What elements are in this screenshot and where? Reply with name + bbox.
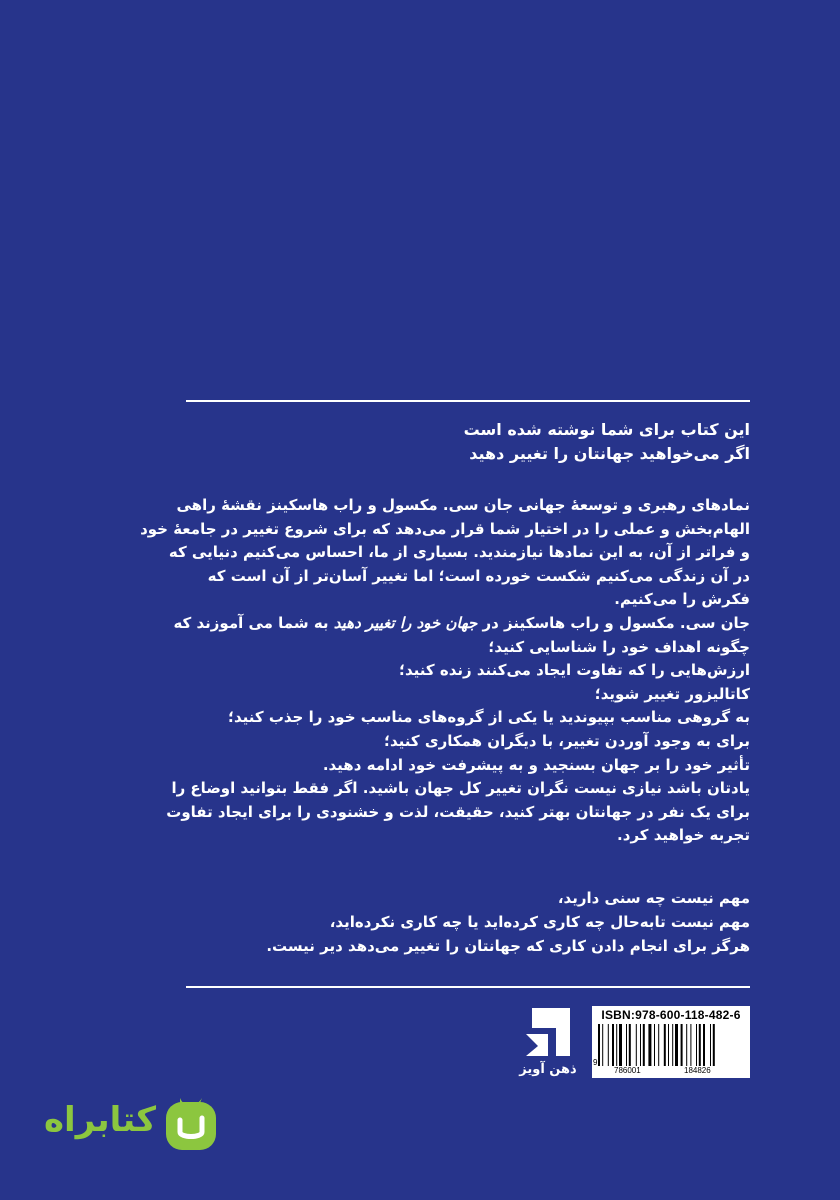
closing-line: مهم نیست تابه‌حال چه کاری کرده‌اید یا چه کاری نکرده‌اید، [329, 913, 750, 931]
heading-line: این کتاب برای شما نوشته شده است [463, 420, 750, 439]
paragraph-intro [140, 494, 750, 612]
text-fragment: جان سی. مکسول و راب هاسکینز در [477, 613, 750, 632]
barcode-right-digits: 184826 [684, 1066, 711, 1075]
store-name: کتابراه [43, 1100, 157, 1140]
heading-line: اگر می‌خواهید جهانتان را تغییر دهید [469, 444, 750, 463]
blurb-body [140, 494, 750, 848]
publisher-name: ذهن آویز [519, 1062, 577, 1077]
text-fragment: به شما می آموزند که [173, 613, 334, 632]
top-divider [186, 400, 750, 402]
bottom-divider [186, 986, 750, 988]
text-line: الهام‌بخش و عملی را در اختیار شما قرار می‌دهد که برای شروع تغییر در جامعهٔ خود [140, 519, 750, 538]
text-line: برای یک نفر در جهانتان بهتر کنید، حقیقت، لذت و خشنودی را برای ایجاد تفاوت [166, 802, 750, 821]
text-line: تجربه خواهید کرد. [617, 826, 750, 845]
list-line: تأثیر خود را بر جهان بسنجید و به پیشرفت خود ادامه دهید. [322, 755, 750, 774]
barcode-icon [598, 1024, 744, 1066]
barcode-left-digits: 786001 [614, 1066, 641, 1075]
text-line [173, 612, 750, 636]
ketabrah-watermark [40, 1094, 220, 1158]
publisher-logo-icon [518, 1006, 578, 1062]
list-line: به گروهی مناسب بپیوندید یا یکی از گروه‌های مناسب خود را جذب کنید؛ [227, 708, 750, 727]
blurb-heading [186, 418, 750, 466]
text-line: نمادهای رهبری و توسعهٔ جهانی جان سی. مکسول و راب هاسکینز نقشهٔ راهی [176, 496, 750, 514]
paragraph-conclusion [166, 777, 750, 848]
barcode-prefix-digit: 9 [593, 1058, 598, 1067]
isbn-number: ISBN:978-600-118-482-6 [601, 1008, 741, 1022]
list-line: برای به وجود آوردن تغییر، با دیگران همکاری کنید؛ [384, 731, 750, 750]
text-line: فکرش را می‌کنیم. [614, 590, 750, 609]
book-title-italic: جهان خود را تغییر دهید [333, 613, 478, 632]
closing-line: هرگز برای انجام دادن کاری که جهانتان را تغییر می‌دهد دیر نیست. [266, 937, 750, 955]
closing-lines [186, 886, 750, 958]
closing-line: مهم نیست چه سنی دارید، [557, 889, 750, 907]
text-line: یادتان باشد نیازی نیست نگران تغییر کل جهان باشید. اگر فقط بتوانید اوضاع را [171, 779, 750, 798]
publisher-logo [518, 1006, 578, 1080]
list-line: چگونه اهداف خود را شناسایی کنید؛ [488, 637, 750, 656]
text-line: در آن زندگی می‌کنیم شکست خورده است؛ اما تغییر آسان‌تر از آن است که [207, 566, 750, 585]
list-line: ارزش‌هایی را که تفاوت ایجاد می‌کنند زنده کنید؛ [399, 661, 750, 680]
list-line: کاتالیزور تغییر شوید؛ [594, 684, 750, 703]
text-line: و فراتر از آن، به این نمادها نیازمندید. بسیاری از ما، احساس می‌کنیم دنیایی که [168, 543, 750, 562]
ketabrah-logo-icon [162, 1094, 220, 1154]
isbn-barcode [592, 1006, 750, 1078]
